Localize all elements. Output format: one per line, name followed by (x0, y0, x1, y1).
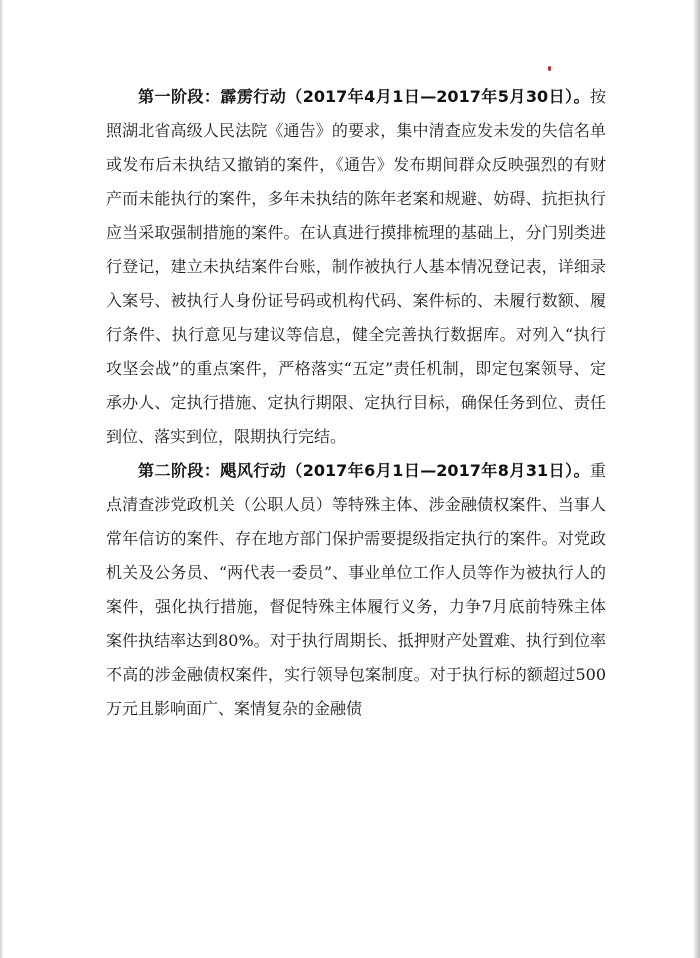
page-left-edge (0, 0, 3, 958)
ink-speck (548, 66, 551, 71)
stage-two-heading: 第二阶段：飓风行动（2017年6月1日—2017年8月31日）。 (138, 461, 590, 480)
page-right-edge (694, 0, 700, 958)
stage-two-text: 重点清查涉党政机关（公职人员）等特殊主体、涉金融债权案件、当事人常年信访的案件、存在地方部门保护需要提级指定执行的案件。对党政机关及公务员、“两代表一委员”、事业单位工作人员等作为被执行人的案件，强化执行措施，督促特殊主体履行义务，力争7月底前特殊主体案件执结率达到80%。对于执行周期长、抵押财产处置难、执行到位率不高的涉金融债权案件，实行领导包案制度。对于执行标的额超过500万元且影响面广、案情复杂的金融债 (106, 461, 606, 718)
stage-one-text: 按照湖北省高级人民法院《通告》的要求，集中清查应发未发的失信名单或发布后未执结又撤销的案件，《通告》发布期间群众反映强烈的有财产而未能执行的案件，多年未执结的陈年老案和规避、妨碍、抗拒执行应当采取强制措施的案件。在认真进行摸排梳理的基础上，分门别类进行登记，建立未执结案件台账，制作被执行人基本情况登记表，详细录入案号、被执行人身份证号码或机构代码、案件标的、未履行数额、履行条件、执行意见与建议等信息，健全完善执行数据库。对列入“执行攻坚会战”的重点案件，严格落实“五定”责任机制，即定包案领导、定承办人、定执行措施、定执行期限、定执行目标，确保任务到位、责任到位、落实到位，限期执行完结。 (106, 87, 606, 446)
paragraph-stage-one (106, 80, 606, 454)
paragraph-stage-two (106, 454, 606, 726)
document-body (106, 80, 606, 726)
stage-one-heading: 第一阶段：霹雳行动（2017年4月1日—2017年5月30日）。 (138, 87, 590, 106)
